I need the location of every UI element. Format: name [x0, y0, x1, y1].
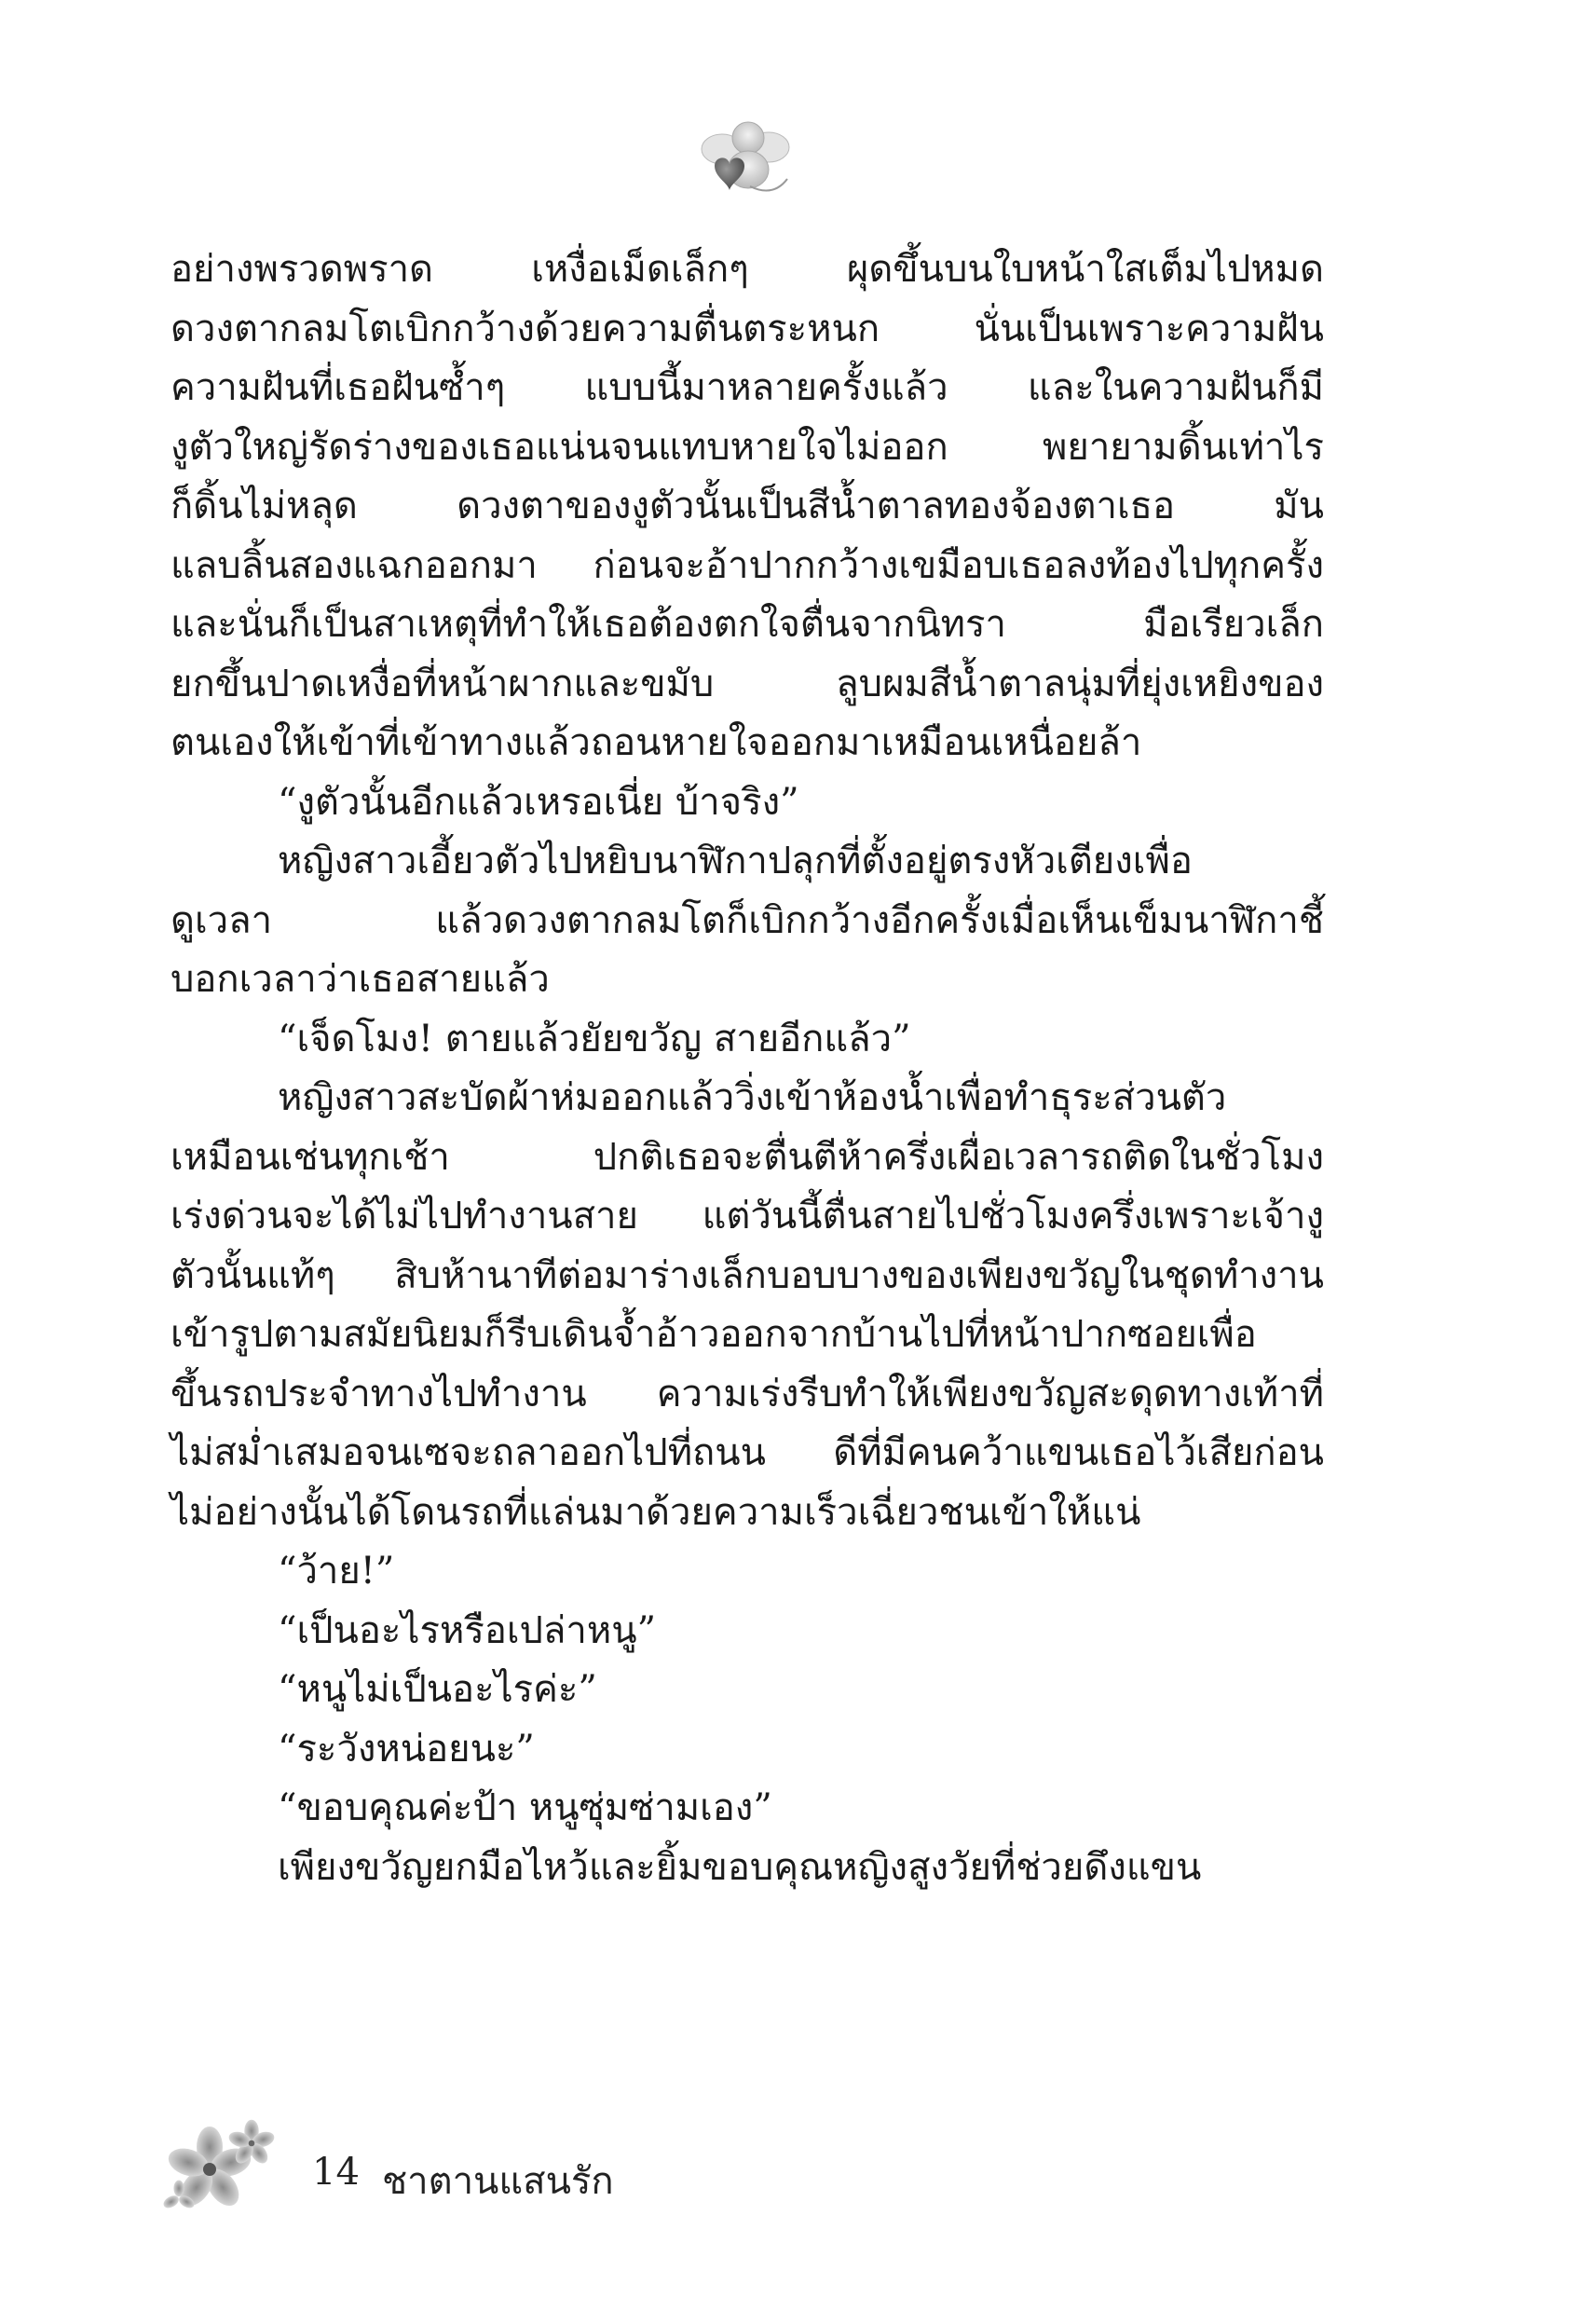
dialogue-line: “หนูไม่เป็นอะไรค่ะ”: [278, 1668, 597, 1711]
text-line: ความฝันที่เธอฝันซ้ำๆ แบบนี้มาหลายครั้งแล้ว และในความฝันก็มี: [171, 366, 1324, 409]
dialogue-line: “ระวังหน่อยนะ”: [278, 1727, 535, 1771]
text-line: ดูเวลา แล้วดวงตากลมโตก็เบิกกว้างอีกครั้งเมื่อเห็นเข็มนาฬิกาชี้: [171, 898, 1324, 942]
text-line: ขึ้นรถประจำทางไปทำงาน ความเร่งรีบทำให้เพียงขวัญสะดุดทางเท้าที่: [171, 1372, 1324, 1415]
text-line: เหมือนเช่นทุกเช้า ปกติเธอจะตื่นตีห้าครึ่งเผื่อเวลารถติดในชั่วโมง: [171, 1135, 1324, 1179]
text-line: ไม่สม่ำเสมอจนเซจะถลาออกไปที่ถนน ดีที่มีคนคว้าแขนเธอไว้เสียก่อน: [171, 1431, 1324, 1474]
dialogue-line: “ขอบคุณค่ะป้า หนูซุ่มซ่ามเอง”: [278, 1786, 772, 1829]
text-line: ไม่อย่างนั้นได้โดนรถที่แล่นมาด้วยความเร็วเฉี่ยวชนเข้าให้แน่: [171, 1490, 1141, 1534]
dialogue-line: “ว้าย!”: [278, 1550, 395, 1593]
text-line: งูตัวใหญ่รัดร่างของเธอแน่นจนแทบหายใจไม่ออก พยายามดิ้นเท่าไร: [171, 425, 1324, 469]
page-number: 14: [312, 2151, 360, 2194]
dialogue-line: “เจ็ดโมง! ตายแล้วยัยขวัญ สายอีกแล้ว”: [278, 1017, 911, 1060]
book-title: ชาตานแสนรัก: [382, 2160, 614, 2203]
text-line: แลบลิ้นสองแฉกออกมา ก่อนจะอ้าปากกว้างเขมือบเธอลงท้องไปทุกครั้ง: [171, 543, 1324, 587]
flower-icon: [158, 2115, 280, 2218]
text-line: ตัวนั้นแท้ๆ สิบห้านาทีต่อมาร่างเล็กบอบบางของเพียงขวัญในชุดทำงาน: [171, 1253, 1324, 1297]
text-line: เข้ารูปตามสมัยนิยมก็รีบเดินจ้ำอ้าวออกจากบ้านไปที่หน้าปากซอยเพื่อ: [171, 1313, 1257, 1356]
page-footer: [158, 2115, 811, 2218]
text-line: และนั่นก็เป็นสาเหตุที่ทำให้เธอต้องตกใจตื่นจากนิทรา มือเรียวเล็ก: [171, 603, 1324, 646]
text-line: ก็ดิ้นไม่หลุด ดวงตาของงูตัวนั้นเป็นสีน้ำตาลทองจ้องตาเธอ มัน: [171, 485, 1324, 527]
cupid-heart-icon: [694, 112, 797, 205]
dialogue-line: “เป็นอะไรหรือเปล่าหนู”: [278, 1608, 657, 1652]
paragraph-start-line: หญิงสาวเอี้ยวตัวไปหยิบนาฬิกาปลุกที่ตั้งอยู่ตรงหัวเตียงเพื่อ: [278, 840, 1193, 882]
text-line: อย่างพรวดพราด เหงื่อเม็ดเล็กๆ ผุดขึ้นบนใบหน้าใสเต็มไปหมด: [171, 248, 1324, 291]
text-line: ตนเองให้เข้าที่เข้าทางแล้วถอนหายใจออกมาเหมือนเหนื่อยล้า: [171, 721, 1142, 764]
text-line: ยกขึ้นปาดเหงื่อที่หน้าผากและขมับ ลูบผมสีน้ำตาลนุ่มที่ยุ่งเหยิงของ: [171, 662, 1324, 705]
body-text: [171, 240, 1324, 1897]
text-line: เร่งด่วนจะได้ไม่ไปทำงานสาย แต่วันนี้ตื่นสายไปชั่วโมงครึ่งเพราะเจ้างู: [171, 1195, 1324, 1238]
dialogue-line: “งูตัวนั้นอีกแล้วเหรอเนี่ย บ้าจริง”: [278, 780, 799, 824]
text-line: ดวงตากลมโตเบิกกว้างด้วยความตื่นตระหนก นั่นเป็นเพราะความฝัน: [171, 307, 1324, 350]
paragraph-start-line: หญิงสาวสะบัดผ้าห่มออกแล้ววิ่งเข้าห้องน้ำเพื่อทำธุระส่วนตัว: [278, 1076, 1227, 1119]
text-line: บอกเวลาว่าเธอสายแล้ว: [171, 958, 550, 1001]
paragraph-start-line: เพียงขวัญยกมือไหว้และยิ้มขอบคุณหญิงสูงวัยที่ช่วยดึงแขน: [278, 1845, 1202, 1889]
